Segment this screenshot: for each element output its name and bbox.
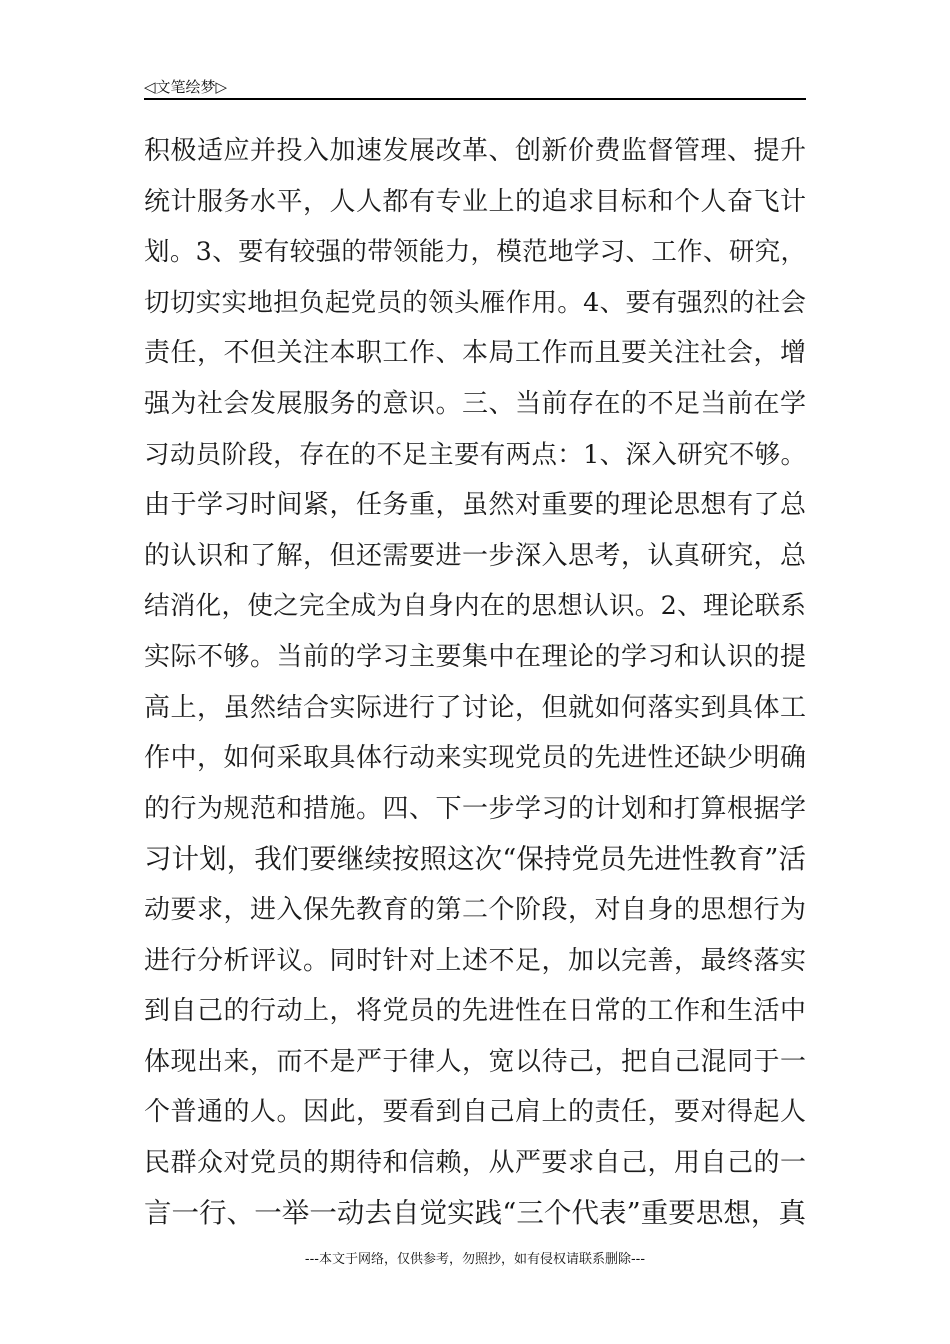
text-line: 体现出来，而不是严于律人，宽以待己，把自己混同于一 (144, 1046, 806, 1077)
text-line: 的行为规范和措施。四、下一步学习的计划和打算根据学 (144, 793, 806, 824)
text-line: 习动员阶段，存在的不足主要有两点：1、深入研究不够。 (144, 439, 806, 470)
text-line: 强为社会发展服务的意识。三、当前存在的不足当前在学 (144, 388, 806, 419)
text-line: 统计服务水平，人人都有专业上的追求目标和个人奋飞计 (144, 186, 806, 217)
text-line: 结消化，使之完全成为自身内在的思想认识。2、理论联系 (144, 591, 806, 622)
text-line: 民群众对党员的期待和信赖，从严要求自己，用自己的一 (144, 1147, 806, 1178)
text-line: 切切实实地担负起党员的领头雁作用。4、要有强烈的社会 (144, 287, 806, 318)
text-line: 个普通的人。因此，要看到自己肩上的责任，要对得起人 (144, 1097, 806, 1128)
header-label: ◁文笔绘梦▷ (144, 78, 228, 96)
page-footer-notice: ---本文于网络，仅供参考，勿照抄，如有侵权请联系删除--- (304, 1252, 646, 1267)
text-line: 由于学习时间紧，任务重，虽然对重要的理论思想有了总 (144, 490, 806, 521)
text-line: 实际不够。当前的学习主要集中在理论的学习和认识的提 (144, 641, 806, 672)
text-line: 作中，如何采取具体行动来实现党员的先进性还缺少明确 (144, 743, 806, 774)
text-line: 动要求，进入保先教育的第二个阶段，对自身的思想行为 (144, 894, 806, 925)
text-line: 进行分析评议。同时针对上述不足，加以完善，最终落实 (144, 945, 806, 976)
text-line: 积极适应并投入加速发展改革、创新价费监督管理、提升 (144, 136, 806, 166)
text-line: 划。3、要有较强的带领能力，模范地学习、工作、研究， (144, 237, 806, 268)
text-line: 言一行、一举一动去自觉实践“三个代表”重要思想，真 (144, 1197, 806, 1230)
text-line: 责任，不但关注本职工作、本局工作而且要关注社会，增 (144, 338, 806, 369)
text-line: 习计划，我们要继续按照这次“保持党员先进性教育”活 (144, 843, 806, 876)
text-line: 到自己的行动上，将党员的先进性在日常的工作和生活中 (144, 996, 806, 1027)
page-header (144, 70, 806, 100)
text-line: 的认识和了解，但还需要进一步深入思考，认真研究，总 (144, 540, 806, 571)
text-line: 高上，虽然结合实际进行了讨论，但就如何落实到具体工 (144, 692, 806, 723)
document-body (144, 126, 806, 1239)
